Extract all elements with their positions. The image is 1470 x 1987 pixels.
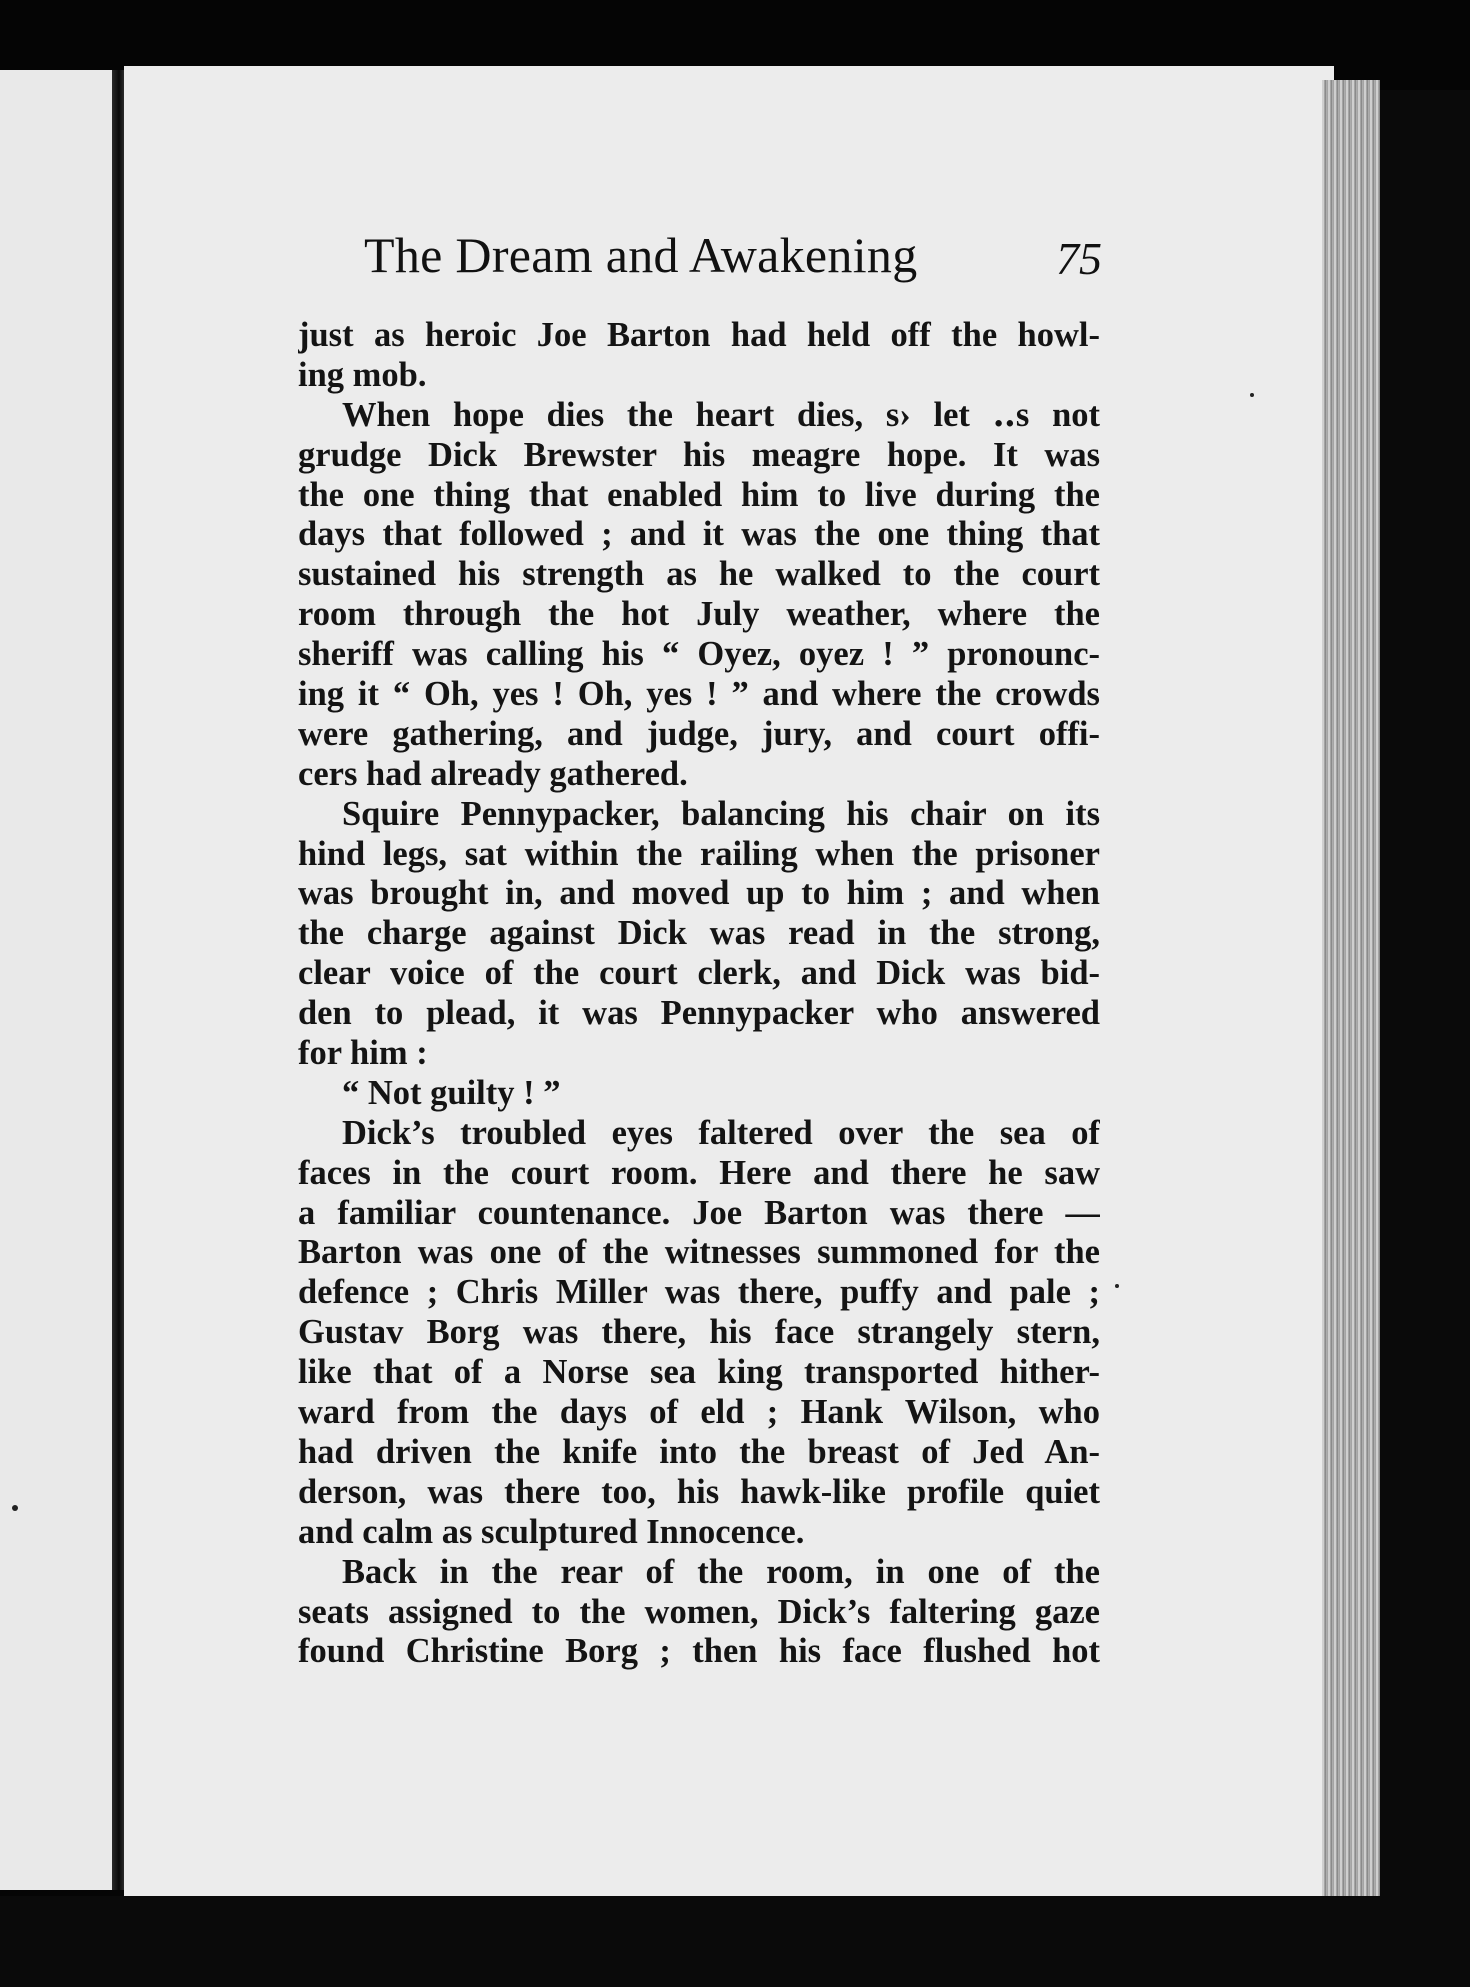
text-line: the one thing that enabled him to live during the [298, 475, 1100, 514]
text-line: Gustav Borg was there, his face strangely stern, [298, 1313, 1100, 1352]
text-line: When hope dies the heart dies, s› let ‥s not [342, 395, 1100, 434]
text-line: defence ; Chris Miller was there, puffy and pale ; [298, 1273, 1100, 1312]
text-line: sustained his strength as he walked to the court [298, 555, 1100, 594]
previous-page-edge [0, 70, 118, 1890]
text-line: Squire Pennypacker, balancing his chair on its [342, 794, 1100, 833]
body-text [298, 316, 1100, 1672]
dust-speck [1250, 393, 1254, 397]
text-line: derson, was there too, his hawk-like profile quiet [298, 1472, 1100, 1511]
text-line: for him : [298, 1034, 428, 1073]
bottom-margin-shadow [0, 1896, 1470, 1987]
text-line: Barton was one of the witnesses summoned for the [298, 1233, 1100, 1272]
text-line: ing mob. [298, 355, 427, 394]
text-line: grudge Dick Brewster his meagre hope. It was [298, 435, 1100, 474]
dust-speck [12, 1505, 18, 1511]
text-line: and calm as sculptured Innocence. [298, 1512, 805, 1551]
running-title: The Dream and Awakening [364, 227, 918, 283]
text-line: were gathering, and judge, jury, and court offi- [298, 714, 1100, 753]
text-line: clear voice of the court clerk, and Dick was bid- [298, 954, 1100, 993]
text-line: days that followed ; and it was the one thing that [298, 515, 1100, 554]
text-line: seats assigned to the women, Dick’s faltering gaze [298, 1592, 1100, 1631]
text-line: sheriff was calling his “ Oyez, oyez ! ” pronounc- [298, 635, 1100, 674]
text-line: den to plead, it was Pennypacker who answered [298, 994, 1100, 1033]
text-line: was brought in, and moved up to him ; and when [298, 874, 1100, 913]
text-line: just as heroic Joe Barton had held off the howl- [298, 316, 1100, 354]
text-line: Dick’s troubled eyes faltered over the sea of [342, 1113, 1100, 1152]
text-line: found Christine Borg ; then his face flushed hot [298, 1632, 1100, 1671]
text-line: a familiar countenance. Joe Barton was there — [298, 1193, 1100, 1232]
page-number: 75 [1056, 233, 1102, 284]
text-line: room through the hot July weather, where the [298, 595, 1100, 634]
text-line: Back in the rear of the room, in one of the [342, 1552, 1100, 1591]
text-line: like that of a Norse sea king transported hither- [298, 1353, 1100, 1392]
text-line: cers had already gathered. [298, 754, 688, 793]
text-line: ward from the days of eld ; Hank Wilson, who [298, 1393, 1100, 1432]
text-line: “ Not guilty ! ” [342, 1073, 561, 1112]
right-margin-shadow [1380, 90, 1470, 1900]
text-line: hind legs, sat within the railing when the prisoner [298, 834, 1100, 873]
page-header [364, 226, 1102, 296]
text-line: had driven the knife into the breast of Jed An- [298, 1432, 1100, 1471]
dust-speck [1115, 1284, 1119, 1288]
page-stack-edge [1322, 80, 1380, 1900]
text-line: ing it “ Oh, yes ! Oh, yes ! ” and where the crowds [298, 675, 1100, 714]
text-line: faces in the court room. Here and there he saw [298, 1153, 1100, 1192]
text-line: the charge against Dick was read in the strong, [298, 914, 1100, 953]
